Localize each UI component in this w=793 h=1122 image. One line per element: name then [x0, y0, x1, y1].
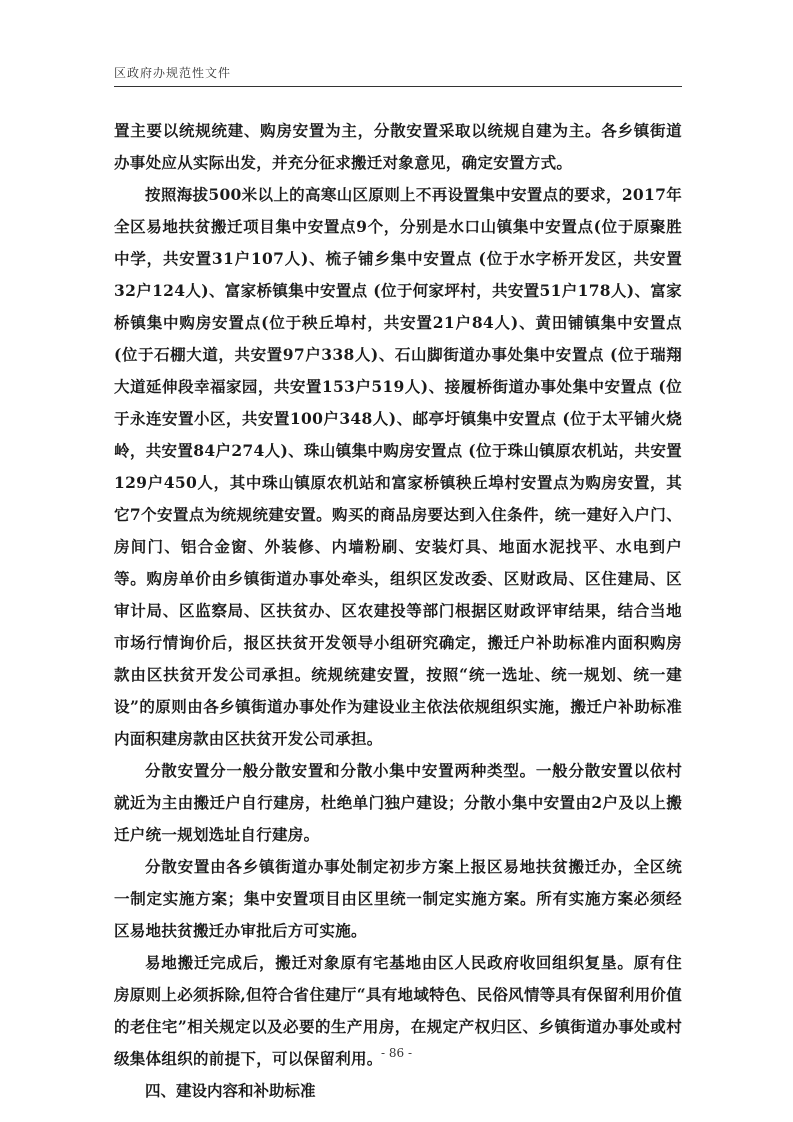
header-title: 区政府办规范性文件 — [114, 66, 232, 80]
paragraph-implementation-plan: 分散安置由各乡镇街道办事处制定初步方案上报区易地扶贫搬迁办，全区统一制定实施方案；集中安置项目由区里统一制定实施方案。所有实施方案必须经区易地扶贫搬迁办审批后方可实施。 — [114, 857, 682, 940]
paragraph-centralized-sites: 按照海拔500米以上的高寒山区原则上不再设置集中安置点的要求，2017年全区易地扶贫搬迁项目集中安置点9个，分别是水口山镇集中安置点(位于原聚胜中学，共安置31户107人)、梳子铺乡集中安置点 (位于水字桥开发区，共安置32户124人)、富家桥镇集中安置点 (位于何家坪村，共安置51户178人)、富家桥镇集中购房安置点(位于秧丘埠村，共安置21户84人)、黄田铺镇集中安置点(位于石棚大道，共安置97户338人)、石山脚街道办事处集中安置点 (位于瑞翔大道延伸段幸福家园，共安置153户519人)、接履桥街道办事处集中安置点 (位于永连安置小区，共安置100户348人)、邮亭圩镇集中安置点 (位于太平铺火烧岭，共安置84户274人)、珠山镇集中购房安置点 (位于珠山镇原农机站，共安置129户450人，其中珠山镇原农机站和富家桥镇秧丘埠村安置点为购房安置，其它7个安置点为统规统建安置。购买的商品房要达到入住条件，统一建好入户门、房间门、铝合金窗、外装修、内墙粉刷、安装灯具、地面水泥找平、水电到户等。购房单价由乡镇街道办事处牵头，组织区发改委、区财政局、区住建局、区审计局、区监察局、区扶贫办、区农建投等部门根据区财政评审结果，结合当地市场行情询价后，报区扶贫开发领导小组研究确定，搬迁户补助标准内面积购房款由区扶贫开发公司承担。统规统建安置，按照“统一选址、统一规划、统一建设”的原则由各乡镇街道办事处作为建设业主依法依规组织实施，搬迁户补助标准内面积建房款由区扶贫开发公司承担。 — [114, 185, 682, 748]
page-number: - 86 - — [380, 1046, 412, 1060]
paragraph-placement-methods: 置主要以统规统建、购房安置为主，分散安置采取以统规自建为主。各乡镇街道办事处应从实际出发，并充分征求搬迁对象意见，确定安置方式。 — [114, 121, 682, 172]
document-body — [114, 115, 682, 1107]
paragraph-dispersed-types: 分散安置分一般分散安置和分散小集中安置两种类型。一般分散安置以依村就近为主由搬迁户自行建房，杜绝单门独户建设；分散小集中安置由2户及以上搬迁户统一规划选址自行建房。 — [114, 761, 682, 844]
paragraph-homestead-reclamation: 易地搬迁完成后，搬迁对象原有宅基地由区人民政府收回组织复垦。原有住房原则上必须拆除,但符合省住建厅“具有地域特色、民俗风情等具有保留利用价值的老住宅”相关规定以及必要的生产用房，在规定产权归区、乡镇街道办事处或村级集体组织的前提下，可以保留利用。 — [114, 953, 682, 1068]
document-header — [114, 62, 682, 87]
section-heading-construction-subsidy: 四、建设内容和补助标准 — [145, 1081, 316, 1100]
